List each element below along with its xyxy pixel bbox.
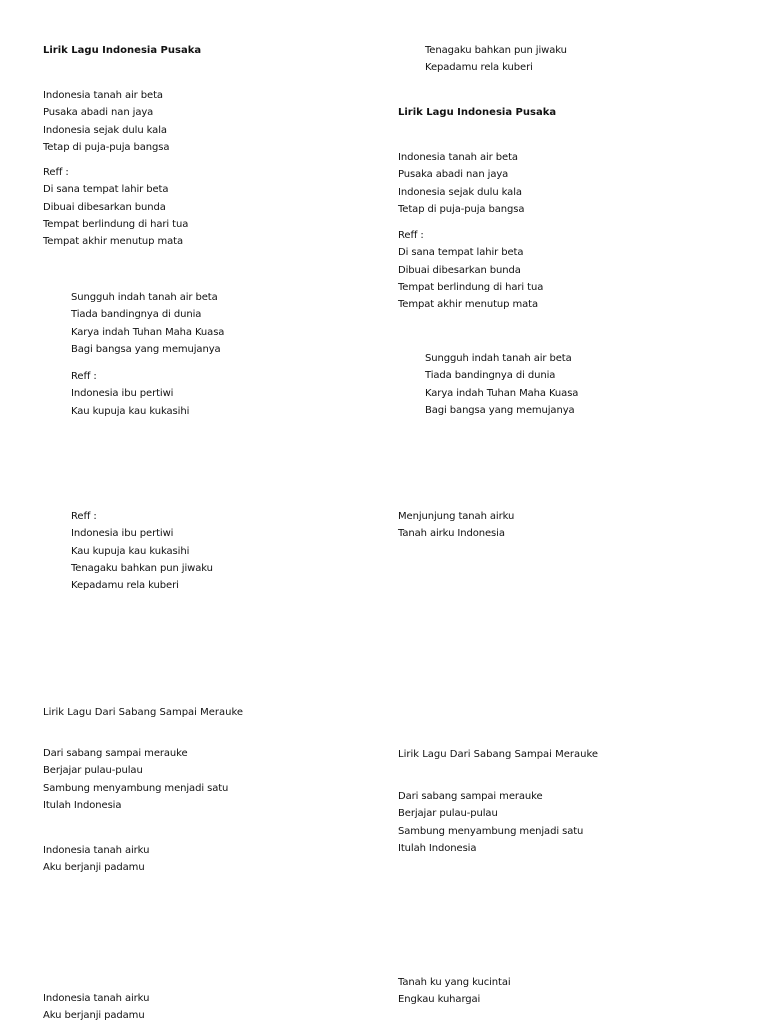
lyric-line: Dibuai dibesarkan bunda: [398, 264, 521, 276]
lyric-line: Pusaka abadi nan jaya: [398, 169, 509, 181]
lyric-line: Bagi bangsa yang memujanya: [425, 404, 575, 416]
lyric-line: Indonesia tanah air beta: [398, 152, 518, 163]
lyric-stanza: [71, 508, 213, 594]
lyric-line: Menjunjung tanah airku: [398, 511, 515, 522]
lyric-stanza: [398, 974, 511, 1009]
lyric-line: Reff :: [71, 371, 97, 382]
lyric-stanza: [71, 289, 224, 358]
lyric-stanza: [43, 842, 149, 877]
lyric-line: Itulah Indonesia: [398, 842, 477, 854]
lyric-line: Indonesia sejak dulu kala: [43, 124, 167, 136]
lyric-line: Berjajar pulau-pulau: [398, 808, 498, 820]
lyric-line: Karya indah Tuhan Maha Kuasa: [425, 387, 579, 399]
lyric-line: Tetap di puja-puja bangsa: [398, 203, 525, 215]
song-title-text: Lirik Lagu Dari Sabang Sampai Merauke: [398, 749, 599, 760]
lyric-line: Pusaka abadi nan jaya: [43, 107, 154, 119]
lyric-stanza: [71, 368, 189, 420]
lyric-line: Di sana tempat lahir beta: [398, 247, 524, 259]
song-title-text: Lirik Lagu Indonesia Pusaka: [398, 107, 557, 118]
lyric-line: Dari sabang sampai merauke: [398, 791, 543, 802]
lyric-line: Tempat akhir menutup mata: [398, 299, 538, 311]
lyric-line: Tiada bandingnya di dunia: [71, 309, 202, 321]
song-title-text: Lirik Lagu Dari Sabang Sampai Merauke: [43, 707, 244, 718]
lyric-line: Kau kupuja kau kukasihi: [71, 405, 190, 417]
lyric-line: Indonesia tanah airku: [43, 845, 150, 856]
lyric-line: Dari sabang sampai merauke: [43, 748, 188, 759]
lyric-line: Kepadamu rela kuberi: [425, 62, 533, 74]
lyric-stanza: [43, 745, 228, 814]
lyric-stanza: [425, 350, 578, 419]
lyric-stanza: [398, 227, 543, 313]
lyric-line: Aku berjanji padamu: [43, 1010, 145, 1022]
song-title-text: Lirik Lagu Indonesia Pusaka: [43, 45, 202, 56]
lyric-line: Tempat akhir menutup mata: [43, 236, 183, 248]
lyric-line: Reff :: [71, 511, 97, 522]
lyric-line: Tempat berlindung di hari tua: [43, 218, 189, 230]
lyric-line: Kepadamu rela kuberi: [71, 580, 179, 592]
lyric-line: Di sana tempat lahir beta: [43, 184, 169, 196]
lyric-line: Indonesia ibu pertiwi: [71, 388, 174, 400]
lyric-line: Tenagaku bahkan pun jiwaku: [425, 45, 567, 56]
lyric-line: Sambung menyambung menjadi satu: [43, 782, 229, 794]
lyric-line: Sungguh indah tanah air beta: [425, 353, 572, 364]
lyric-line: Tiada bandingnya di dunia: [425, 370, 556, 382]
lyric-line: Tenagaku bahkan pun jiwaku: [71, 562, 213, 574]
lyric-stanza: [43, 164, 188, 250]
song-title: [398, 104, 556, 121]
lyric-line: Indonesia tanah air beta: [43, 90, 163, 101]
lyric-line: Tanah airku Indonesia: [398, 528, 505, 540]
lyric-line: Sambung menyambung menjadi satu: [398, 825, 584, 837]
song-title: [43, 42, 201, 59]
song-title: [43, 704, 243, 721]
lyric-stanza: [43, 990, 149, 1025]
lyric-stanza: [398, 788, 583, 857]
lyric-line: Berjajar pulau-pulau: [43, 765, 143, 777]
lyric-line: Itulah Indonesia: [43, 799, 122, 811]
lyric-line: Bagi bangsa yang memujanya: [71, 343, 221, 355]
lyric-line: Indonesia ibu pertiwi: [71, 528, 174, 540]
lyric-line: Karya indah Tuhan Maha Kuasa: [71, 326, 225, 338]
lyric-line: Tempat berlindung di hari tua: [398, 281, 544, 293]
lyric-stanza: [43, 87, 169, 156]
lyric-line: Reff :: [43, 167, 69, 178]
lyric-line: Aku berjanji padamu: [43, 862, 145, 874]
lyric-stanza: [398, 149, 524, 218]
lyric-line: Reff :: [398, 230, 424, 241]
lyric-line: Engkau kuhargai: [398, 994, 481, 1006]
lyric-line: Kau kupuja kau kukasihi: [71, 545, 190, 557]
lyric-stanza: [425, 42, 567, 77]
lyric-line: Tanah ku yang kucintai: [398, 977, 511, 988]
lyric-line: Dibuai dibesarkan bunda: [43, 201, 166, 213]
lyric-line: Indonesia sejak dulu kala: [398, 186, 522, 198]
lyric-line: Indonesia tanah airku: [43, 993, 150, 1004]
lyric-stanza: [398, 508, 514, 543]
lyric-line: Tetap di puja-puja bangsa: [43, 141, 170, 153]
song-title: [398, 746, 598, 763]
lyric-line: Sungguh indah tanah air beta: [71, 292, 218, 303]
